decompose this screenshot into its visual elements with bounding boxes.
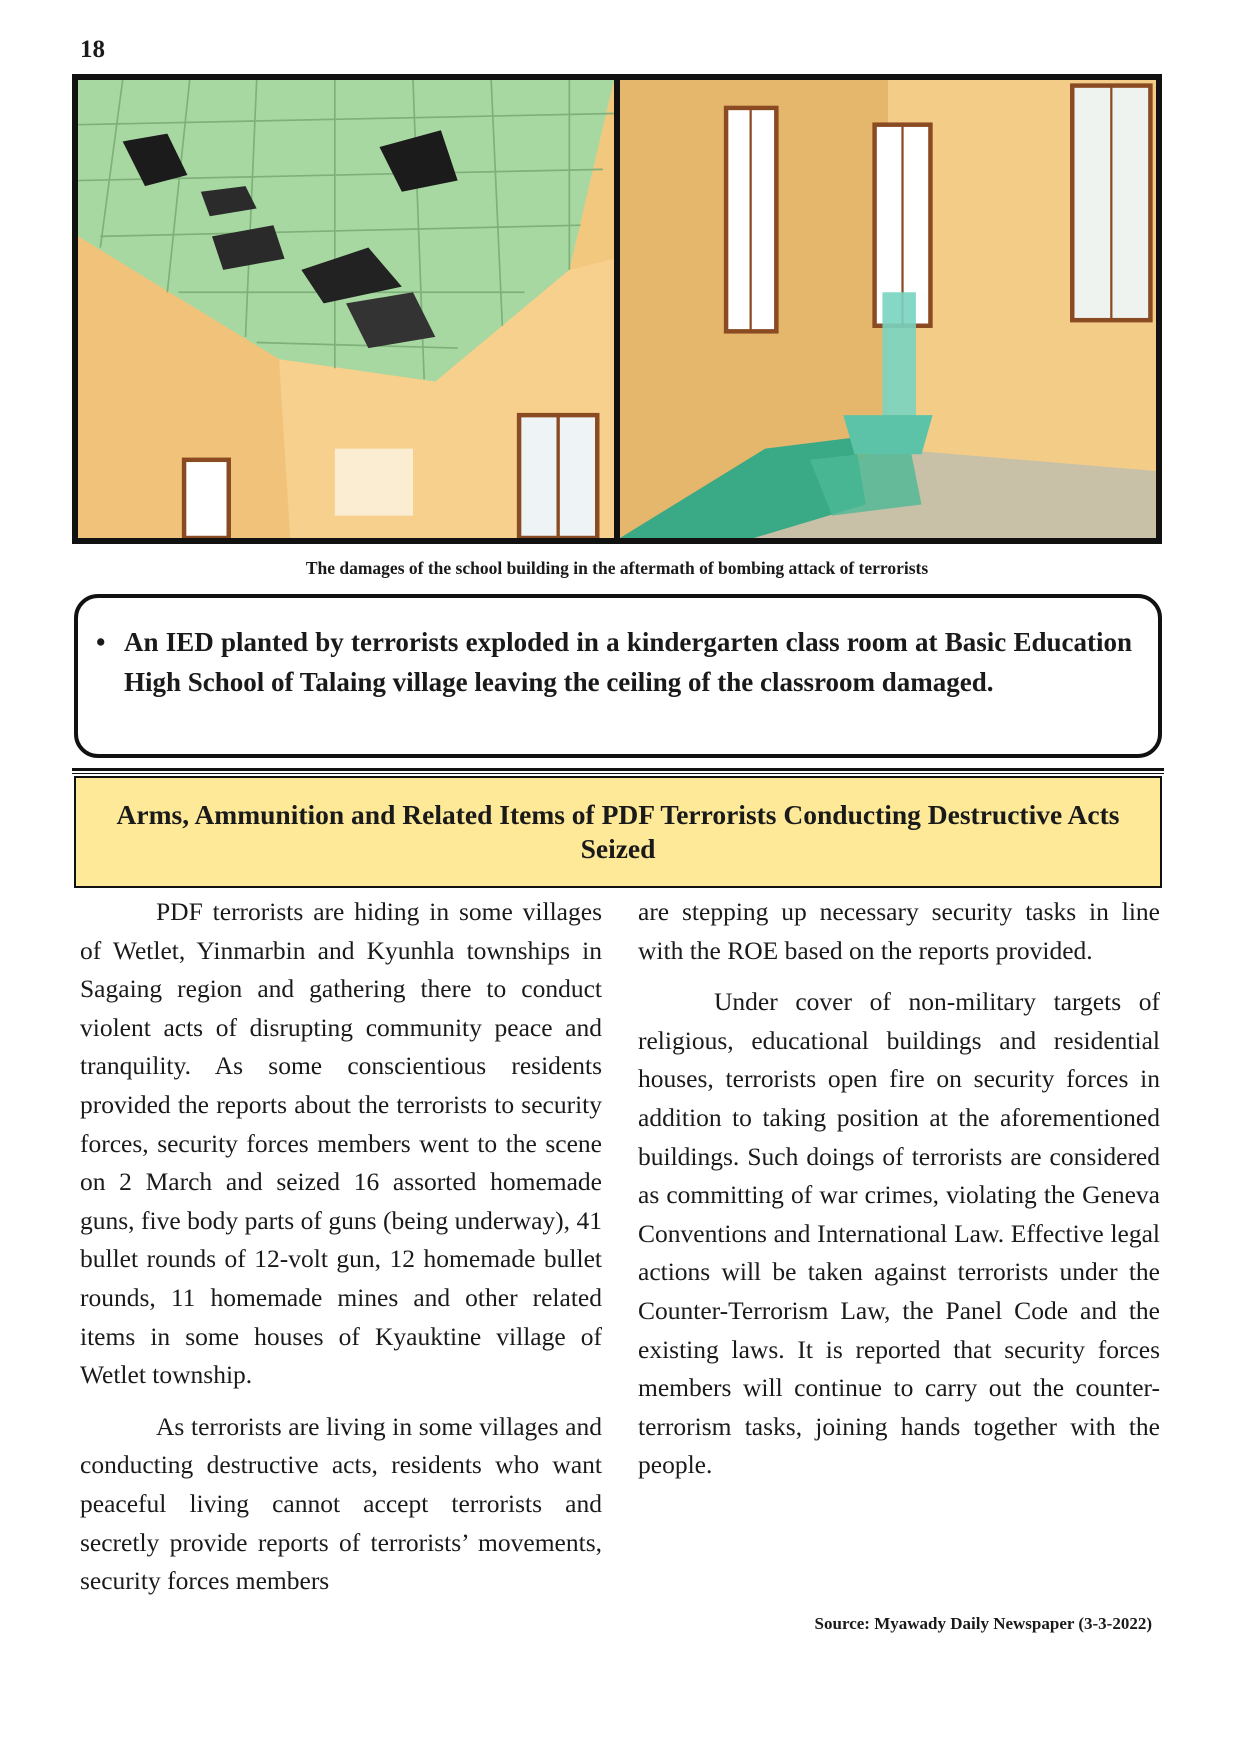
page-number: 18 [80,36,105,63]
heading-rule-thin [72,773,1164,774]
photo-caption: The damages of the school building in the aftermath of bombing attack of terrorists [305,558,929,578]
article-paragraph: are stepping up necessary security tasks in line with the ROE based on the reports provided. [638,897,1160,965]
article-column-right [638,893,1160,1498]
article-paragraph: PDF terrorists are hiding in some villages of Wetlet, Yinmarbin and Kyunhla townships in Sagaing region and gathering there to conduct violent acts of disrupting community peace and tranquility. As some conscientious residents provided the reports about the terrorists to security forces, security forces members went to the scene on 2 March and seized 16 assorted homemade guns, five body parts of guns (being underway), 41 bullet rounds of 12-volt gun, 12 homemade bullet rounds, 11 homemade mines and other related items in some houses of Kyauktine village of Wetlet township. [80,897,602,1390]
article-paragraph: Under cover of non-military targets of religious, educational buildings and residential houses, terrorists open fire on security forces in addition to taking position at the aforementioned buildings. Such doings of terrorists are considered as committing of war crimes, violating the Geneva Conventions and International Law. Effective legal actions will be taken against terrorists under the Counter-Terrorism Law, the Panel Code and the existing laws. It is reported that security forces members will continue to carry out the counter-terrorism tasks, joining hands together with the people. [638,987,1160,1480]
article-heading: Arms, Ammunition and Related Items of PDF Terrorists Conducting Destructive Acts Seized [74,776,1162,888]
heading-rule-thick [72,768,1164,771]
damaged-ceiling-classroom-photo [78,80,614,538]
article-column-left [80,893,602,1614]
article-paragraph: As terrorists are living in some villages and conducting destructive acts, residents who want peaceful living cannot accept terrorists and secretly provide reports of terrorists’ movements, security forces members [80,1411,602,1596]
callout-text: An IED planted by terrorists exploded in a kindergarten class room at Basic Education High School of Talaing village leaving the ceiling of the classroom damaged. [124,627,1132,697]
damaged-classroom-floor-debris-photo [620,80,1156,538]
callout-bullet: • [96,627,106,657]
callout-box [74,594,1162,758]
source-credit: Source: Myawady Daily Newspaper (3-3-2022) [814,1614,1152,1633]
photo-frame [72,74,1162,544]
